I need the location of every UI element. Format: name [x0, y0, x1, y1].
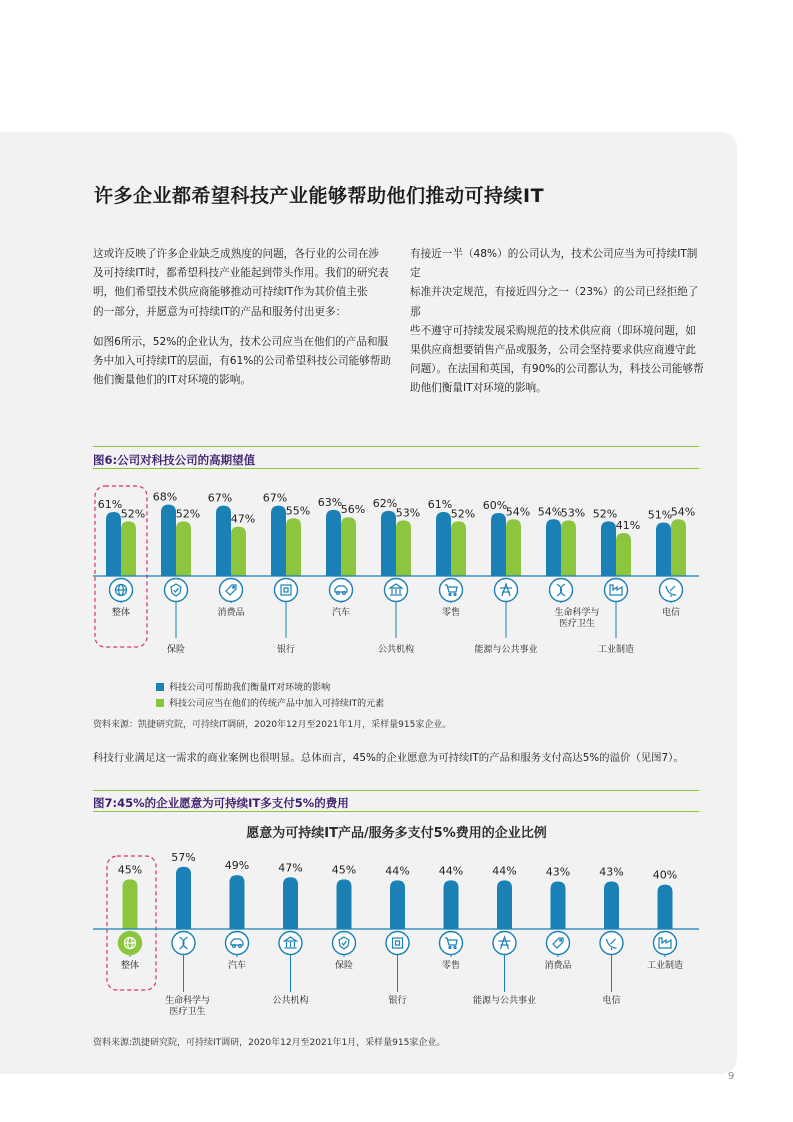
category-label: 能源与公共事业 [472, 996, 537, 1006]
icon-circle [226, 932, 249, 955]
data-label-series-1: 63% [317, 495, 343, 509]
category-label: 保险 [166, 645, 186, 655]
bar [551, 881, 566, 929]
data-label-series-2: 53% [395, 506, 421, 520]
data-label: 57% [171, 850, 196, 864]
globe-icon [110, 579, 133, 602]
satellite-icon [600, 932, 623, 955]
category-label: 电信 [602, 996, 621, 1006]
bar-series-2 [561, 520, 576, 576]
data-label: 45% [331, 863, 357, 877]
text-line: 有接近一半（48%）的公司认为，技术公司应当为可持续IT制定 [410, 248, 698, 280]
shield-icon [165, 579, 188, 602]
between-paragraph: 科技行业满足这一需求的商业案例也很明显。总体而言，45%的企业愿意为可持续IT的产品和服务支付高达5%的溢价（见图7）。 [93, 752, 684, 764]
bar-series-2 [176, 521, 191, 576]
bar-series-1 [271, 506, 286, 576]
text-line: 这或许反映了许多企业缺乏成熟度的问题，各行业的公司在涉 [93, 248, 380, 260]
data-label-series-1: 68% [152, 490, 178, 504]
category-label: 消费品 [217, 608, 245, 618]
category-label: 工业制造 [646, 961, 684, 971]
bar [444, 880, 459, 929]
cart-icon [440, 579, 463, 602]
icon-circle [333, 932, 356, 955]
power-tower-icon [495, 579, 518, 602]
bar [390, 880, 405, 929]
category-label: 医疗卫生 [169, 1007, 206, 1017]
data-label: 49% [224, 859, 250, 873]
legend-label: 科技公司可帮助我们衡量IT对环境的影响 [169, 683, 331, 693]
text-line: 助他们衡量IT对环境的影响。 [410, 382, 547, 395]
bar-series-1 [546, 519, 561, 576]
car-icon [330, 579, 353, 602]
category-label: 零售 [441, 961, 461, 971]
bar-series-1 [381, 511, 396, 576]
icon-circle [654, 932, 677, 955]
bar-series-1 [601, 521, 616, 576]
category-label: 电信 [661, 608, 681, 618]
bar-series-1 [216, 506, 231, 576]
category-label: 保险 [334, 961, 354, 971]
bar-series-2 [671, 519, 686, 576]
icon-circle [440, 932, 463, 955]
data-label-series-2: 53% [560, 506, 586, 520]
data-label: 43% [545, 865, 571, 879]
car-icon [226, 932, 249, 955]
data-label-series-1: 67% [207, 491, 233, 505]
icon-circle [493, 932, 516, 955]
category-label: 汽车 [227, 961, 247, 971]
category-label: 医疗卫生 [558, 619, 596, 629]
cart-icon [440, 932, 463, 955]
data-label-series-1: 61% [427, 497, 453, 511]
text-line: 些不遵守可持续发展采购规范的技术供应商（即环境问题，如 [410, 324, 697, 337]
bar [176, 867, 191, 929]
tag-icon [220, 579, 243, 602]
bar-series-2 [616, 533, 631, 576]
bar-series-2 [506, 519, 521, 576]
data-label-series-2: 56% [340, 503, 366, 517]
factory-icon [605, 579, 628, 602]
text-line: 果供应商想要销售产品或服务，公司会坚持要求供应商遵守此 [410, 344, 697, 357]
bar-series-2 [341, 517, 356, 576]
shield-icon [333, 932, 356, 955]
text-line: 的一部分，并愿意为可持续IT的产品和服务付出更多： [93, 305, 347, 318]
category-label: 整体 [120, 961, 140, 971]
bar-series-1 [656, 522, 671, 576]
category-label: 银行 [276, 645, 296, 655]
data-label: 44% [492, 864, 517, 878]
data-label-series-1: 51% [647, 508, 673, 522]
category-label: 汽车 [331, 608, 351, 618]
page-title: 许多企业都希望科技产业能够帮助他们推动可持续IT [94, 185, 545, 207]
category-label: 公共机构 [272, 996, 309, 1006]
bar [123, 879, 138, 929]
tag-icon [547, 932, 570, 955]
data-label-series-2: 41% [615, 518, 641, 532]
icon-circle [605, 579, 628, 602]
institution-icon [385, 579, 408, 602]
data-label-series-2: 47% [230, 512, 256, 526]
data-label-series-2: 52% [120, 507, 146, 521]
icon-circle [547, 932, 570, 955]
category-label: 工业制造 [597, 645, 635, 655]
data-label-series-2: 55% [285, 504, 311, 518]
bar-series-1 [491, 513, 506, 576]
text-line: 及可持续IT时，都希望科技产业能起到带头作用。我们的研究表 [93, 267, 389, 280]
text-line: 问题）。在法国和英国，有90%的公司都认为，科技公司能够帮 [410, 363, 704, 376]
data-label-series-1: 61% [97, 497, 123, 511]
dna-icon [172, 932, 195, 955]
bank-icon [275, 579, 298, 602]
fig7-title: 图7:45%的企业愿意为可持续IT多支付5%的费用 [93, 796, 349, 810]
bar-series-1 [436, 512, 451, 576]
page-number: 9 [728, 1071, 735, 1082]
icon-circle [165, 579, 188, 602]
data-label-series-1: 62% [372, 496, 398, 510]
bar [283, 877, 298, 929]
fig6-title: 图6:公司对科技公司的高期望值 [93, 453, 256, 467]
text-line: 他们衡量他们的IT对环境的影响。 [93, 374, 251, 387]
category-label: 能源与公共事业 [474, 645, 538, 655]
bar-series-1 [106, 512, 121, 576]
data-label: 47% [278, 861, 303, 875]
power-tower-icon [493, 932, 516, 955]
data-label-series-1: 67% [262, 491, 288, 505]
bar-series-2 [396, 520, 411, 576]
icon-circle [220, 579, 243, 602]
data-label-series-2: 54% [670, 505, 696, 519]
factory-icon [654, 932, 677, 955]
category-label: 零售 [441, 608, 461, 618]
bank-icon [386, 932, 409, 955]
globe-icon [119, 932, 142, 955]
category-label: 生命科学与 [554, 608, 600, 618]
bar [497, 880, 512, 929]
bar [230, 875, 245, 929]
category-label: 银行 [388, 996, 407, 1006]
bar [604, 881, 619, 929]
bar-series-2 [231, 527, 246, 576]
data-label-series-2: 52% [175, 507, 201, 521]
fig6-source: 资料来源：凯捷研究院，可持续IT调研，2020年12月至2021年1月，采样量915家企业。 [93, 720, 452, 730]
data-label-series-1: 60% [482, 499, 508, 512]
data-label: 43% [599, 865, 624, 879]
bar-series-2 [451, 521, 466, 576]
data-label-series-2: 54% [505, 505, 531, 519]
category-label: 公共机构 [377, 645, 415, 655]
fig7-chart-title: 愿意为可持续IT产品/服务多支付5%费用的企业比例 [246, 826, 547, 841]
data-label: 44% [385, 864, 410, 878]
institution-icon [279, 932, 302, 955]
icon-circle [330, 579, 353, 602]
icon-circle [386, 932, 409, 955]
icon-circle [275, 579, 298, 602]
data-label-series-1: 54% [537, 505, 563, 519]
bar-series-1 [326, 510, 341, 576]
data-label: 40% [652, 868, 678, 882]
category-label: 消费品 [544, 961, 572, 971]
category-label: 整体 [111, 608, 131, 618]
text-line: 务中加入可持续IT的层面，有61%的公司希望科技公司能够帮助 [93, 355, 391, 368]
legend-label: 科技公司应当在他们的传统产品中加入可持续IT的元素 [169, 699, 385, 709]
bar [337, 879, 352, 929]
text-line: 标准并决定规范，有接近四分之一（23%）的公司已经拒绝了那 [410, 286, 699, 318]
text-line: 如图6所示，52%的企业认为，技术公司应当在他们的产品和服 [93, 336, 389, 348]
dna-icon [550, 579, 573, 602]
bar-series-1 [161, 505, 176, 576]
data-label-series-2: 52% [450, 507, 476, 521]
text-line: 明，他们希望技术供应商能够推动可持续IT作为其价值主张 [93, 286, 368, 299]
icon-circle [440, 579, 463, 602]
satellite-icon [660, 579, 683, 602]
bar-series-2 [121, 521, 136, 576]
data-label: 45% [117, 863, 143, 877]
category-label: 生命科学与 [164, 996, 211, 1006]
data-label-series-1: 52% [592, 507, 618, 521]
fig7-source: 资料来源:凯捷研究院，可持续IT调研，2020年12月至2021年1月，采样量915家企业。 [93, 1038, 446, 1048]
bar [658, 885, 673, 929]
bar-series-2 [286, 518, 301, 576]
icon-circle [495, 579, 518, 602]
data-label: 44% [438, 864, 464, 878]
